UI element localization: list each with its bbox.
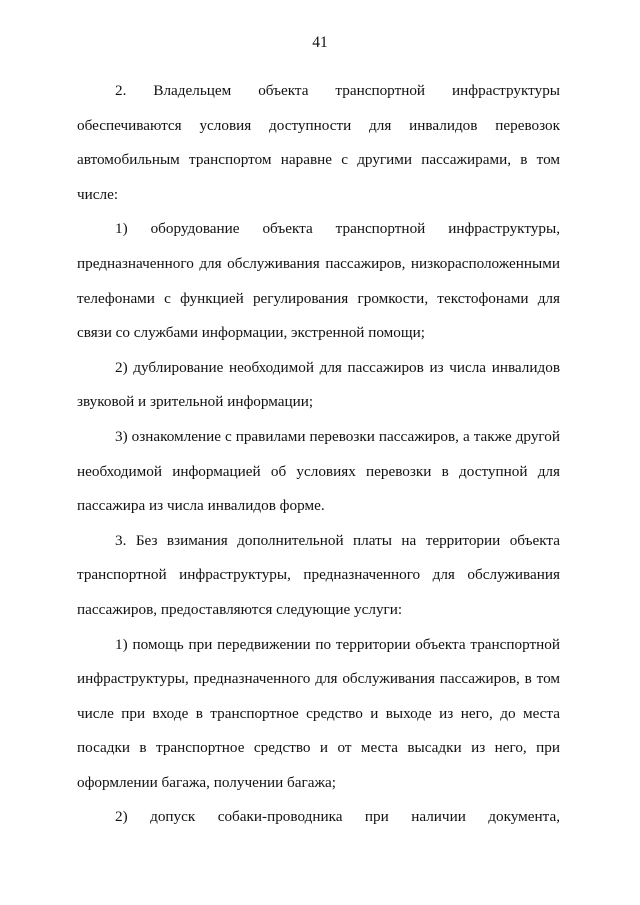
paragraph-2-item-3: 3) ознакомление с правилами перевозки пассажиров, а также другой необходимой информацией об условиях перевозки в доступной для пассажира из числа инвалидов форме. — [77, 427, 560, 515]
paragraph-3-intro: 3. Без взимания дополнительной платы на территории объекта транспортной инфраструктуры, предназначенного для обслуживания пассажиров, предоставляются следующие услуги: — [77, 531, 560, 618]
document-body — [77, 74, 560, 835]
page-number: 41 — [312, 34, 328, 51]
paragraph-3-item-1: 1) помощь при передвижении по территории объекта транспортной инфраструктуры, предназначенного для обслуживания пассажиров, в том числе при входе в транспортное средство и выходе из него, до места посадки в транспортное средство и от места высадки из него, при оформлении багажа, получении багажа; — [77, 635, 560, 791]
paragraph-3-item-2: 2) допуск собаки-проводника при наличии документа, — [115, 808, 560, 826]
paragraph-2-item-1: 1) оборудование объекта транспортной инфраструктуры, предназначенного для обслуживания пассажиров, низкорасположенными телефонами с функцией регулирования громкости, текстофонами для связи со службами информации, экстренной помощи; — [77, 220, 560, 342]
paragraph-2-item-2: 2) дублирование необходимой для пассажиров из числа инвалидов звуковой и зрительной информации; — [77, 358, 560, 411]
paragraph-2-intro: 2. Владельцем объекта транспортной инфраструктуры обеспечиваются условия доступности для инвалидов перевозок автомобильным транспортом наравне с другими пассажирами, в том числе: — [77, 82, 560, 203]
